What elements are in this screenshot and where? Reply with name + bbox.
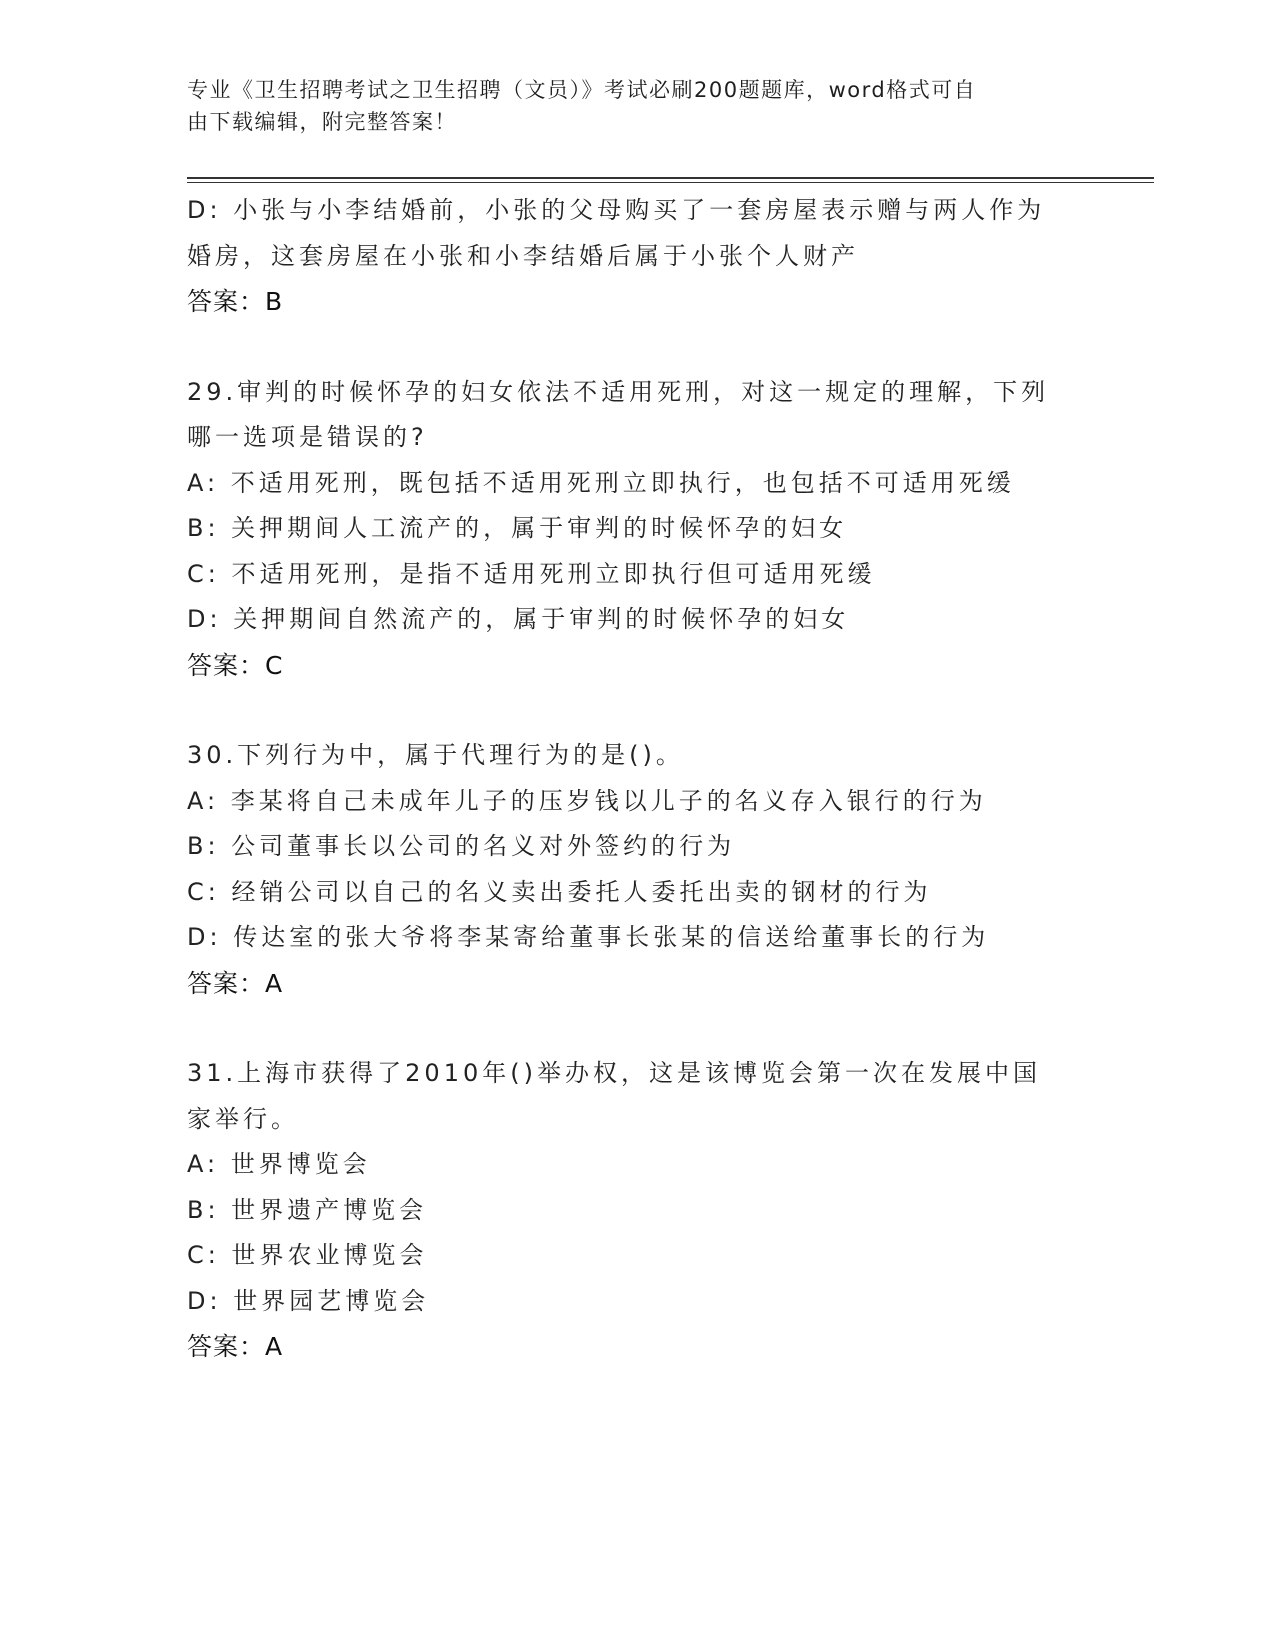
- question-29-option-d: D: 关押期间自然流产的，属于审判的时候怀孕的妇女: [187, 605, 850, 633]
- question-31-option-c: C: 世界农业博览会: [187, 1241, 428, 1269]
- question-28-tail: [187, 188, 1087, 325]
- question-31-stem-line-1: 31.上海市获得了2010年()举办权，这是该博览会第一次在发展中国: [187, 1059, 1041, 1087]
- question-29-option-a: A: 不适用死刑，既包括不适用死刑立即执行，也包括不可适用死缓: [187, 468, 1015, 497]
- spacer: [187, 325, 1087, 370]
- header-divider-thick: [187, 177, 1154, 179]
- question-29-option-c: C: 不适用死刑，是指不适用死刑立即执行但可适用死缓: [187, 559, 876, 588]
- answer-30: 答案：A: [187, 968, 284, 998]
- question-29: [187, 370, 1087, 689]
- question-30: [187, 733, 1087, 1006]
- page-header: [187, 74, 1067, 138]
- question-30-stem-line-1: 30.下列行为中，属于代理行为的是()。: [187, 741, 684, 769]
- question-31-option-d: D: 世界园艺博览会: [187, 1286, 430, 1315]
- question-list: [187, 188, 1087, 1370]
- question-30-option-b: B: 公司董事长以公司的名义对外签约的行为: [187, 832, 736, 860]
- question-29-option-b: B: 关押期间人工流产的，属于审判的时候怀孕的妇女: [187, 514, 848, 542]
- question-31: [187, 1051, 1087, 1370]
- question-30-option-a: A: 李某将自己未成年儿子的压岁钱以儿子的名义存入银行的行为: [187, 786, 987, 815]
- option-d-line-1: D: 小张与小李结婚前，小张的父母购买了一套房屋表示赠与两人作为: [187, 196, 1046, 224]
- answer-31: 答案：A: [187, 1332, 284, 1361]
- question-30-option-d: D: 传达室的张大爷将李某寄给董事长张某的信送给董事长的行为: [187, 923, 990, 951]
- spacer: [187, 1006, 1087, 1051]
- question-31-stem-line-2: 家举行。: [187, 1104, 299, 1133]
- header-line-2: 由下载编辑，附完整答案！: [187, 110, 457, 134]
- question-31-option-a: A: 世界博览会: [187, 1150, 371, 1178]
- question-30-option-c: C: 经销公司以自己的名义卖出委托人委托出卖的钢材的行为: [187, 877, 932, 906]
- question-29-stem-line-1: 29.审判的时候怀孕的妇女依法不适用死刑，对这一规定的理解，下列: [187, 377, 1050, 406]
- answer-28: 答案：B: [187, 287, 284, 316]
- header-divider-thin: [187, 182, 1154, 183]
- header-line-1: 专业《卫生招聘考试之卫生招聘（文员）》考试必刷200题题库，word格式可自: [187, 78, 977, 102]
- question-31-option-b: B: 世界遗产博览会: [187, 1195, 428, 1224]
- answer-29: 答案：C: [187, 650, 284, 680]
- question-29-stem-line-2: 哪一选项是错误的?: [187, 423, 428, 451]
- spacer: [187, 688, 1087, 733]
- option-d-line-2: 婚房，这套房屋在小张和小李结婚后属于小张个人财产: [187, 241, 859, 270]
